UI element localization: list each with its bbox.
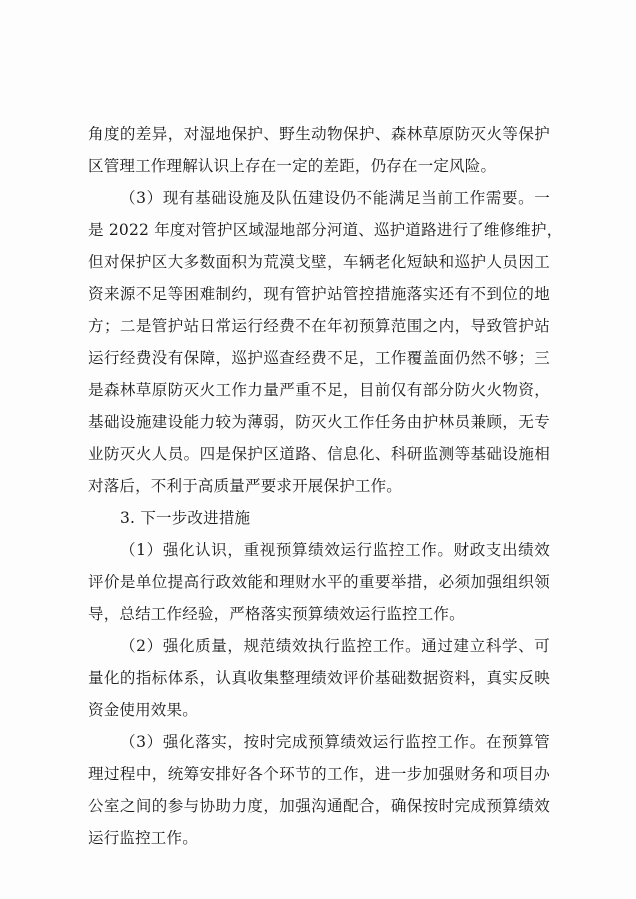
paragraph-start-line: （2）强化质量，规范绩效执行监控工作。通过建立科学、可 (120, 637, 550, 655)
text-line: 方；二是管护站日常运行经费不在年初预算范围之内，导致管护站 (88, 317, 550, 335)
paragraph-start-line: （3）现有基础设施及队伍建设仍不能满足当前工作需要。一 (120, 189, 550, 207)
document-body (88, 118, 563, 854)
paragraph-start-line: （3）强化落实，按时完成预算绩效运行监控工作。在预算管 (120, 733, 550, 751)
text-line: 是森林草原防灭火工作力量严重不足，目前仅有部分防火火物资， (88, 381, 550, 399)
text-line: 区管理工作理解认识上存在一定的差距，仍存在一定风险。 (88, 157, 497, 175)
paragraph-start-line: （1）强化认识，重视预算绩效运行监控工作。财政支出绩效 (120, 541, 550, 559)
text-line: 业防灭火人员。四是保护区道路、信息化、科研监测等基础设施相 (88, 445, 550, 463)
text-line: 资金使用效果。 (88, 701, 198, 719)
text-line: 运行监控工作。 (88, 829, 198, 847)
text-line: 是 2022 年度对管护区域湿地部分河道、巡护道路进行了维修维护， (88, 221, 563, 239)
text-line: 理过程中，统筹安排好各个环节的工作，进一步加强财务和项目办 (88, 765, 550, 783)
section-heading: 3. 下一步改进措施 (120, 509, 251, 527)
text-line: 量化的指标体系，认真收集整理绩效评价基础数据资料，真实反映 (88, 669, 550, 687)
text-line: 评价是单位提高行政效能和理财水平的重要举措，必须加强组织领 (88, 573, 550, 591)
text-line: 公室之间的参与协助力度，加强沟通配合，确保按时完成预算绩效 (88, 797, 550, 815)
text-line: 导，总结工作经验，严格落实预算绩效运行监控工作。 (88, 605, 465, 623)
text-line: 对落后，不利于高质量严要求开展保护工作。 (88, 477, 403, 495)
text-line: 运行经费没有保障，巡护巡查经费不足，工作覆盖面仍然不够；三 (88, 349, 550, 367)
text-line: 基础设施建设能力较为薄弱，防灭火工作任务由护林员兼顾，无专 (88, 413, 550, 431)
text-line: 角度的差异，对湿地保护、野生动物保护、森林草原防灭火等保护 (88, 125, 550, 143)
text-line: 但对保护区大多数面积为荒漠戈壁，车辆老化短缺和巡护人员因工 (88, 253, 550, 271)
text-line: 资来源不足等困难制约，现有管护站管控措施落实还有不到位的地 (88, 285, 550, 303)
